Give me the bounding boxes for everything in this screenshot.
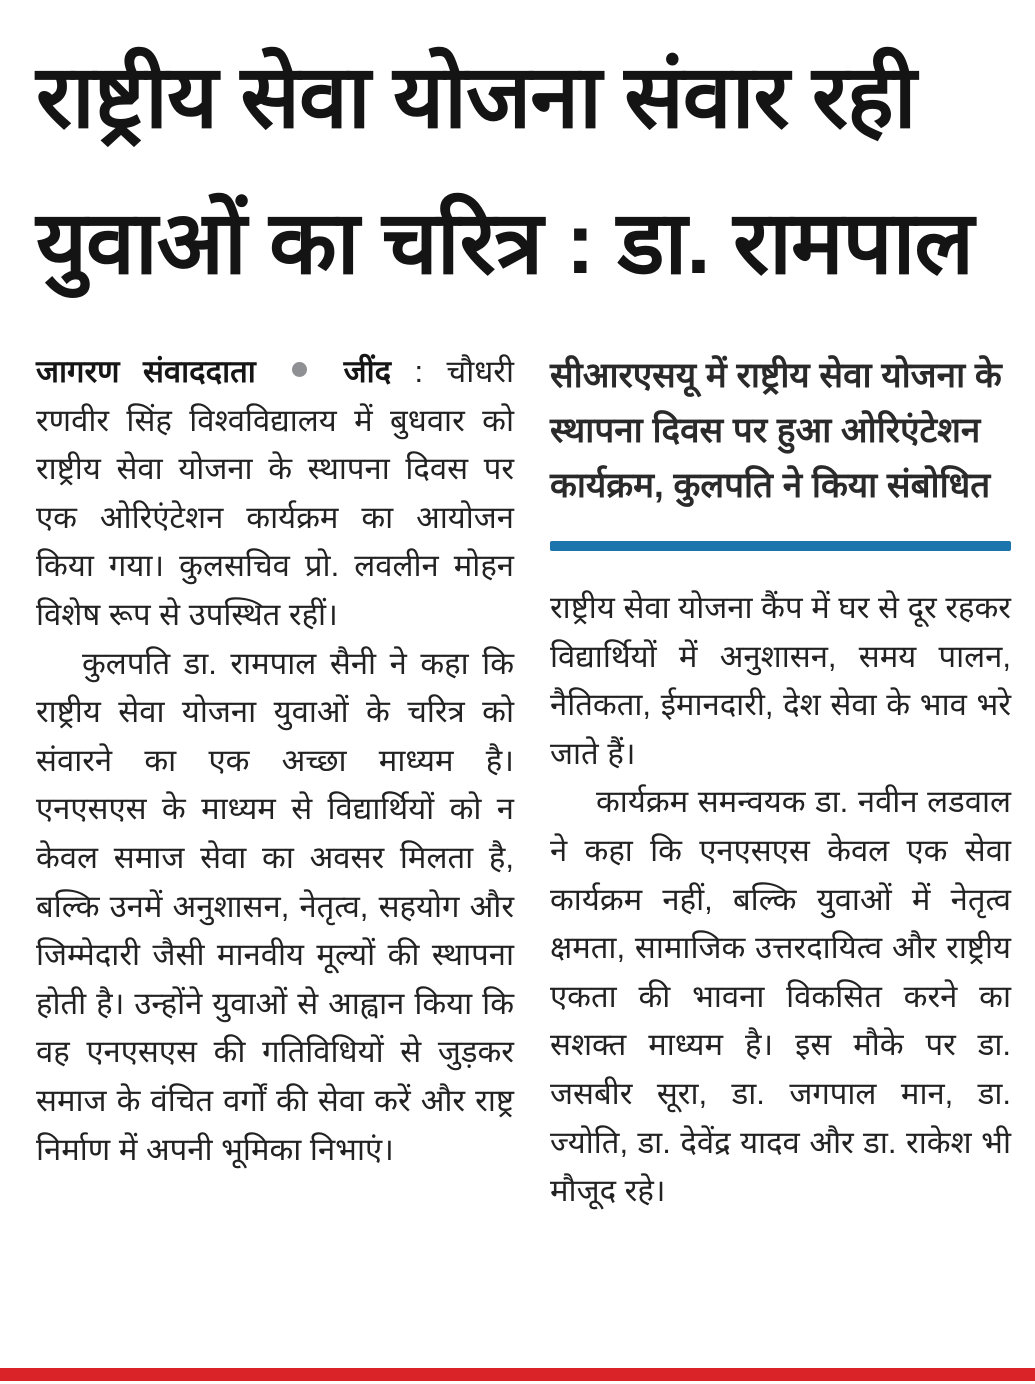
byline-agency: जागरण संवाददाता <box>36 354 256 389</box>
article-paragraph-4: कार्यक्रम समन्वयक डा. नवीन लडवाल ने कहा कि एनएसएस केवल एक सेवा कार्यक्रम नहीं, बल्कि युवाओं में नेतृत्व क्षमता, सामाजिक उत्तरदायित्व और राष्ट्रीय एकता की भावना विकसित करने का सशक्त माध्यम है। इस मौके पर डा. जसबीर सूरा, डा. जगपाल मान, डा. ज्योति, डा. देवेंद्र यादव और डा. राकेश भी मौजूद रहे। <box>550 784 1011 1209</box>
bottom-border <box>0 1368 1035 1381</box>
paragraph-text: चौधरी रणवीर सिंह विश्वविद्यालय में बुधवार को राष्ट्रीय सेवा योजना के स्थापना दिवस पर एक ओरिएंटेशन कार्यक्रम का आयोजन किया गया। कुलसचिव प्रो. लवलीन मोहन विशेष रूप से उपस्थित रहीं। <box>36 354 515 632</box>
left-column <box>36 348 514 1216</box>
byline-separator-dot-icon <box>292 362 307 377</box>
headline-line-1: राष्ट्रीय सेवा योजना संवार रही <box>36 47 916 146</box>
article-paragraph-3: राष्ट्रीय सेवा योजना कैंप में घर से दूर रहकर विद्यार्थियों में अनुशासन, समय पालन, नैतिकता, ईमानदारी, देश सेवा के भाव भरे जाते हैं। <box>550 590 1011 771</box>
standfirst-divider <box>550 541 1011 551</box>
right-column <box>550 348 1011 1216</box>
headline-line-2: युवाओं का चरित्र : डा. रामपाल <box>36 193 974 292</box>
article-paragraph-2: कुलपति डा. रामपाल सैनी ने कहा कि राष्ट्रीय सेवा योजना युवाओं के चरित्र को संवारने का एक अच्छा माध्यम है। एनएसएस के माध्यम से विद्यार्थियों को न केवल समाज सेवा का अवसर मिलता है, बल्कि उनमें अनुशासन, नेतृत्व, सहयोग और जिम्मेदारी जैसी मानवीय मूल्यों की स्थापना होती है। उन्होंने युवाओं से आह्वान किया कि वह एनएसएस की गतिविधियों से जुड़कर समाज के वंचित वर्गों की सेवा करें और राष्ट्र निर्माण में अपनी भूमिका निभाएं। <box>36 645 514 1167</box>
article-paragraph-1 <box>36 348 514 640</box>
article-headline <box>36 24 1011 316</box>
article-body <box>36 348 1011 1216</box>
byline-colon: : <box>414 354 424 389</box>
byline-location: जींद <box>343 354 392 389</box>
article-standfirst: सीआरएसयू में राष्ट्रीय सेवा योजना के स्थापना दिवस पर हुआ ओरिएंटेशन कार्यक्रम, कुलपति ने किया संबोधित <box>550 356 1002 505</box>
